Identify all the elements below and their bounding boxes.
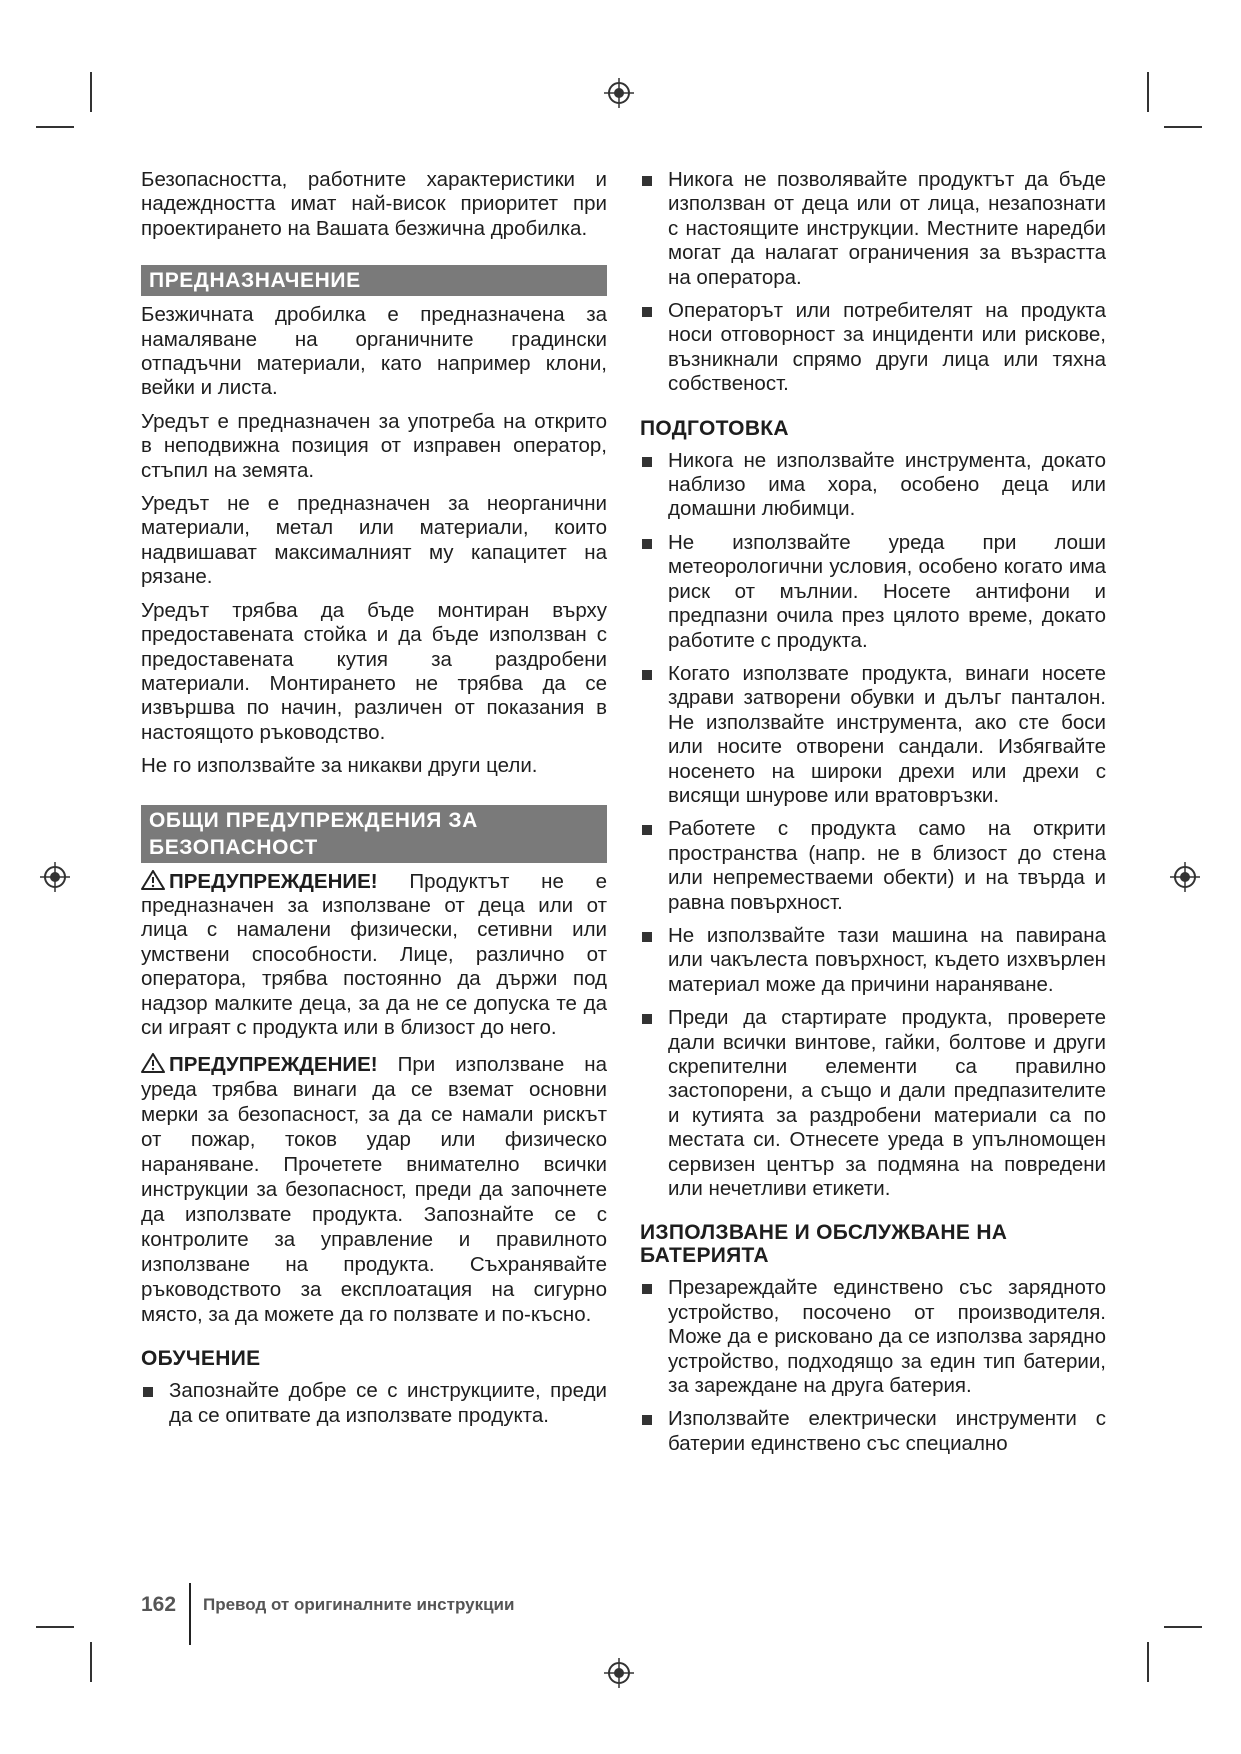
crop-mark: [36, 1626, 74, 1628]
list-item-text: Никога не използвайте инструмента, докато наблизо има хора, особено деца или домашни любимци.: [668, 448, 1106, 521]
list-item: [640, 1006, 1106, 1201]
warning-text: При използване на уреда трябва винаги да се вземат основни мерки за безопасност, за да се намали рискът от пожар, токов удар или физическо нараняване. Прочетете внимателно всички инструкции за безопасност, преди да започнете да използвате продукта. Запознайте се с контролите за управление и правилното използване на продукта. Съхранявайте ръководството за експлоатация на сигурно място, за да можете да го ползвате и по-късно.: [141, 1053, 607, 1327]
bullet-square-icon: [642, 176, 652, 186]
list-item-text: Никога не позволявайте продуктът да бъде използван от деца или от лица, незапознати с настоящите инструкции. Местните наредби могат да налагат ограничения за възрастта на оператора.: [668, 168, 1106, 289]
warning-label: ПРЕДУПРЕЖДЕНИЕ!: [169, 1053, 378, 1077]
right-column: [640, 168, 1106, 1465]
list-item-text: Използвайте електрически инструменти с батерии единствено със специално: [668, 1407, 1106, 1455]
crop-mark: [1147, 72, 1149, 112]
footer-divider: [189, 1583, 191, 1645]
list-item-text: Когато използвате продукта, винаги носете здрави затворени обувки и дълъг панталон. Не използвайте инструмента, ако сте боси или носите отворени сандали. Избягвайте носенето на широки дрехи или дрехи с висящи шнурове или вратовръзки.: [668, 661, 1106, 807]
bullet-square-icon: [143, 1387, 153, 1397]
page-number: 162: [141, 1593, 177, 1616]
list-item-text: Не използвайте уреда при лоши метеорологични условия, особено когато има риск от мълнии. Носете антифони и предпазни очила през цялото време, докато работите с продукта.: [668, 530, 1106, 652]
registration-mark-icon: [40, 862, 70, 892]
warning-triangle-icon: [141, 1053, 165, 1073]
footer-text: Превод от оригиналните инструкции: [203, 1595, 515, 1614]
list-item-text: Работете с продукта само на открити пространства (напр. не в близост до стена или непреместваеми обекти) и на твърда и равна повърхност.: [668, 817, 1106, 914]
list-item: [640, 924, 1106, 997]
warning-paragraph: [141, 870, 607, 1041]
bullet-square-icon: [642, 670, 652, 680]
intro-paragraph: Безопасността, работните характеристики и надеждността имат най-висок приоритет при проектирането на Вашата безжична дробилка.: [141, 168, 607, 240]
purpose-paragraph: Уредът трябва да бъде монтиран върху предоставената стойка и да бъде използван с предоставената кутия за раздробени материали. Монтирането не трябва да се извършва по начин, различен от показания в настоящото ръководство.: [141, 598, 607, 744]
list-item: [640, 817, 1106, 915]
crop-mark: [1164, 126, 1202, 128]
warning-paragraph: [141, 1052, 607, 1327]
warning-triangle-icon: [141, 870, 165, 890]
list-item-text: Запознайте добре се с инструкциите, преди да се опитвате да използвате продукта.: [169, 1379, 607, 1427]
list-item: [640, 1407, 1106, 1456]
bullet-square-icon: [642, 539, 652, 549]
list-item: [640, 662, 1106, 808]
left-column: [141, 168, 607, 1437]
bullet-square-icon: [642, 1284, 652, 1294]
section-heading-training: ОБУЧЕНИЕ: [141, 1347, 261, 1371]
purpose-paragraph: Безжичната дробилка е предназначена за намаляване на органичните градински отпадъчни материали, като например клони, вейки и листа.: [141, 303, 607, 400]
bullet-square-icon: [642, 307, 652, 317]
list-item-text: Не използвайте тази машина на павирана или чакълеста повърхност, където изхвърлен материал може да причини нараняване.: [668, 923, 1106, 996]
bullet-square-icon: [642, 1415, 652, 1425]
list-item-text: Преди да стартирате продукта, проверете дали всички винтове, гайки, болтове и други скрепителни елементи са правилно застопорени, а също и дали предпазителите и кутията за раздробени материали са по местата си. Отнесете уреда в упълномощен сервизен център за подмяна на повредени или нечетливи етикети.: [668, 1006, 1106, 1201]
list-item: [640, 449, 1106, 522]
section-heading-purpose: ПРЕДНАЗНАЧЕНИЕ: [141, 265, 607, 296]
section-heading-preparation: ПОДГОТОВКА: [640, 416, 789, 440]
registration-mark-icon: [604, 78, 634, 108]
section-heading-battery: ИЗПОЛЗВАНЕ И ОБСЛУЖВАНЕ НА БАТЕРИЯТА: [640, 1221, 1008, 1268]
warning-text: Продуктът не е предназначен за използване от деца или от лица с намалени физически, сетивни или умствени способности. Лице, различно от оператора, трябва постоянно да държи под надзор малките деца, за да не се допуска те да си играят с продукта или в близост до него.: [141, 869, 607, 1039]
section-heading-safety: ОБЩИ ПРЕДУПРЕЖДЕНИЯ ЗА БЕЗОПАСНОСТ: [141, 805, 607, 863]
list-item-text: Презареждайте единствено със зарядното устройство, посочено от производителя. Може да е рисковано да се използва зарядно устройство, подходящо за един тип батерии, за зареждане на друга батерия.: [668, 1276, 1106, 1398]
list-item: [640, 1276, 1106, 1398]
crop-mark: [90, 72, 92, 112]
warning-label: ПРЕДУПРЕЖДЕНИЕ!: [169, 869, 378, 893]
registration-mark-icon: [604, 1658, 634, 1688]
registration-mark-icon: [1170, 862, 1200, 892]
purpose-paragraph: Уредът не е предназначен за неорганични материали, метал или материали, които надвишават максималният му капацитет на рязане.: [141, 492, 607, 589]
list-item: [640, 168, 1106, 290]
bullet-square-icon: [642, 457, 652, 467]
bullet-square-icon: [642, 932, 652, 942]
list-item: [640, 531, 1106, 653]
crop-mark: [1164, 1626, 1202, 1628]
list-item: [640, 299, 1106, 397]
list-item-text: Операторът или потребителят на продукта носи отговорност за инциденти или рискове, възникнали спрямо други лица или тяхна собственост.: [668, 299, 1106, 396]
purpose-paragraph: Уредът е предназначен за употреба на открито в неподвижна позиция от изправен оператор, стъпил на земята.: [141, 409, 607, 482]
crop-mark: [36, 126, 74, 128]
bullet-square-icon: [642, 1014, 652, 1024]
list-item: [141, 1379, 607, 1428]
crop-mark: [90, 1642, 92, 1682]
bullet-square-icon: [642, 825, 652, 835]
crop-mark: [1147, 1642, 1149, 1682]
purpose-paragraph: Не го използвайте за никакви други цели.: [141, 754, 538, 778]
